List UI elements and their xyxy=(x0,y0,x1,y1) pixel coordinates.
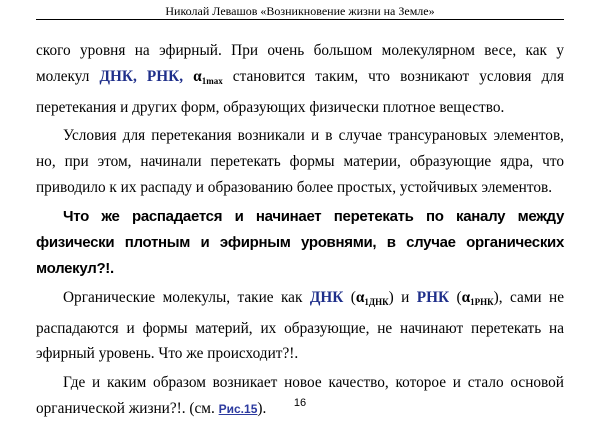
term-rna: РНК xyxy=(146,67,180,85)
alpha-subscript: 1ДНК xyxy=(364,296,389,307)
paragraph-4 xyxy=(36,285,564,367)
alpha-symbol: α xyxy=(355,288,365,306)
term-comma: , xyxy=(179,67,194,85)
header-divider xyxy=(36,19,564,20)
alpha-1dnk xyxy=(356,289,389,306)
paragraph-1-text-before: ского уровня на эфирный. При очень большом молекулярном весе, как у молекул xyxy=(36,42,564,85)
paren-open: ( xyxy=(343,288,356,306)
running-header: Николай Левашов «Возникновение жизни на Земле» xyxy=(165,4,435,18)
alpha-1rnk xyxy=(462,289,494,306)
term-rna: РНК xyxy=(416,288,450,306)
page-body xyxy=(36,38,564,423)
paragraph-2: Условия для перетекания возникали и в случае трансурановых элементов, но, при этом, начинали перетекать формы материи, образующие ядра, что приводило к их распаду и образованию более простых, устойчивых элементов. xyxy=(36,127,564,196)
question-paragraph: Что же распадается и начинает перетекать по каналу между физически плотным и эфирным уровнями, в случае органических молекул?!. xyxy=(36,207,564,277)
alpha-symbol: α xyxy=(461,288,471,306)
alpha-symbol: α xyxy=(193,67,202,85)
paren-close: ) и xyxy=(388,288,417,306)
page-number: 16 xyxy=(293,397,307,409)
term-comma: , xyxy=(132,67,147,85)
figure-15-link[interactable]: Рис.15 xyxy=(218,401,258,416)
term-dna: ДНК xyxy=(309,288,344,306)
paragraph-4-text-before: Органические молекулы, такие как xyxy=(63,288,310,306)
paragraph-1-text-after: становится таким, что возникают условия для перетекания и других форм, образующих физически плотное вещество. xyxy=(36,67,564,116)
alpha-subscript: 1РНК xyxy=(470,296,494,307)
paren-open: ( xyxy=(449,288,462,306)
paragraph-5-text-after: ). xyxy=(257,399,267,417)
term-dna: ДНК xyxy=(99,67,133,85)
paragraph-1 xyxy=(36,38,564,120)
paragraph-5-text-before: Где и каким образом возникает новое качество, которое и стало основой органической жизни?!. (см. xyxy=(36,374,564,417)
alpha-1max xyxy=(193,68,223,85)
paragraph-4-text-after: ), сами не распадаются и формы материй, их образующие, не начинают перетекать на эфирный уровень. Что же происходит?!. xyxy=(36,288,565,363)
alpha-subscript: 1max xyxy=(201,75,223,86)
